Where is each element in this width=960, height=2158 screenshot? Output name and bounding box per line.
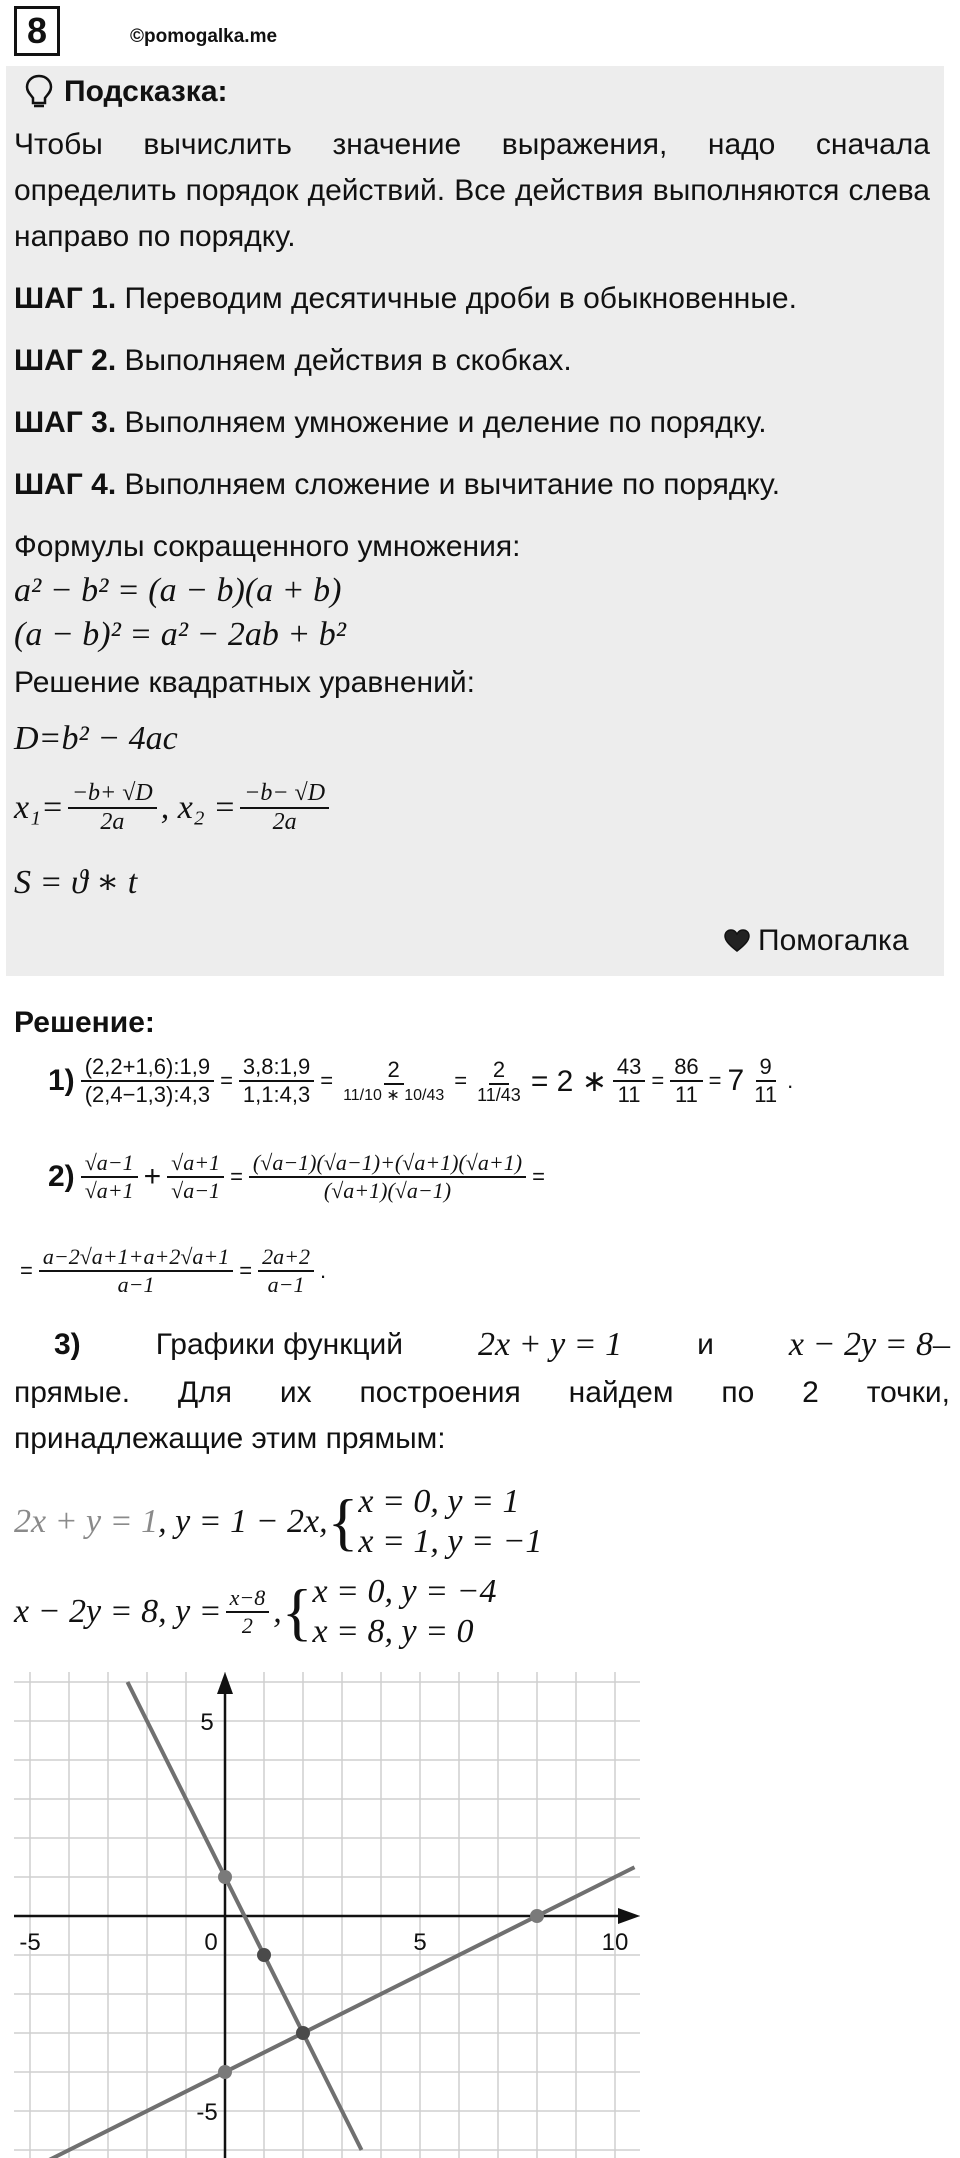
line2-points: x − 2y = 8, y = $\frac{x-8}{2}$ , { x = 0, y = −4 x = 8, y = 0 xyxy=(14,1573,497,1650)
exercise-number: 8 xyxy=(14,6,60,56)
y-tick-label: 5 xyxy=(200,1709,214,1736)
x-tick-label: 0 xyxy=(204,1929,218,1956)
signature: Помогалка xyxy=(724,918,909,964)
y-axis-arrow xyxy=(217,1672,233,1694)
data-point xyxy=(218,2065,232,2079)
discriminant-formula: D=b² − 4ac xyxy=(14,720,178,757)
formula-difference-of-squares: a² − b² = (a − b)(a + b) xyxy=(14,572,342,609)
line1-points: 2x + y = 1 , y = 1 − 2x, { x = 0, y = 1 x = 1, y = −1 xyxy=(14,1483,543,1560)
y-tick-label: -5 xyxy=(196,2099,218,2126)
step-3: ШАГ 3. Выполняем умножение и деление по порядку. xyxy=(14,406,767,439)
roots-formula: x₁= $\frac{-b+ √D}{2a}$ , x₂ = $\frac{-b- √D}{2a}$ xyxy=(14,780,329,836)
x-axis-arrow xyxy=(618,1908,640,1924)
data-point xyxy=(530,1909,544,1923)
step-4: ШАГ 4. Выполняем сложение и вычитание по порядку. xyxy=(14,468,781,501)
part-1: 1) $\frac{(2,2+1,6):1,9}{(2,4-1,3):4,3}$ = $\frac{3,8:1,9}{1,1:4,3}$ = $\frac{2}{11/10 ∗ 10/43}$ = $\frac{2}{11/43}$ = 2 ∗ $\frac{43}{11}$ = $\frac{86}{11}$ = 7 $\frac{9}{11}$ . xyxy=(48,1054,794,1107)
solution-title: Решение: xyxy=(14,1006,155,1039)
quadratic-title: Решение квадратных уравнений: xyxy=(14,666,475,699)
step-2: ШАГ 2. Выполняем действия в скобках. xyxy=(14,344,572,377)
hint-title xyxy=(24,74,228,110)
x-tick-label: 10 xyxy=(601,1929,629,1956)
data-point xyxy=(218,1870,232,1884)
hint-intro: Чтобы вычислить значение выражения, надо сначала определить порядок действий. Все действия выполняются слева направо по порядку. xyxy=(14,128,930,253)
hint-title-text: Подсказка: xyxy=(64,75,228,108)
formula-square-of-difference: (a − b)² = a² − 2ab + b² xyxy=(14,616,346,653)
brand-label: ©pomogalka.me xyxy=(130,26,278,47)
x-tick-label: -5 xyxy=(19,1929,41,1956)
function-graph xyxy=(14,1672,640,2158)
data-point xyxy=(296,2026,310,2040)
step-1: ШАГ 1. Переводим десятичные дроби в обыкновенные. xyxy=(14,282,797,315)
part-3-line1: 3) Графики функций 2x + y = 1 и x − 2y = 8– xyxy=(54,1326,950,1363)
data-point xyxy=(257,1948,271,1962)
part-2-cont: = $\frac{a-2√a+1+a+2√a+1}{a-1}$ = $\frac{2a+2}{a-1}$ . xyxy=(20,1244,327,1297)
part-3-line2: прямые. Для их построения найдем по 2 точки, xyxy=(14,1376,950,1409)
heart-icon xyxy=(724,929,750,953)
lightbulb-icon xyxy=(24,74,54,110)
part-2: 2) $\frac{√a-1}{√a+1}$ + $\frac{√a+1}{√a-1}$ = $\frac{(√a-1)(√a-1)+(√a+1)(√a+1)}{(√a+1)(√a-1)}$ = xyxy=(48,1150,545,1203)
part-3-line3: принадлежащие этим прямым: xyxy=(14,1422,446,1455)
formulas-title: Формулы сокращенного умножения: xyxy=(14,530,521,563)
x-tick-label: 5 xyxy=(413,1929,427,1956)
speed-formula: S = ϑ ∗ t xyxy=(14,864,138,901)
